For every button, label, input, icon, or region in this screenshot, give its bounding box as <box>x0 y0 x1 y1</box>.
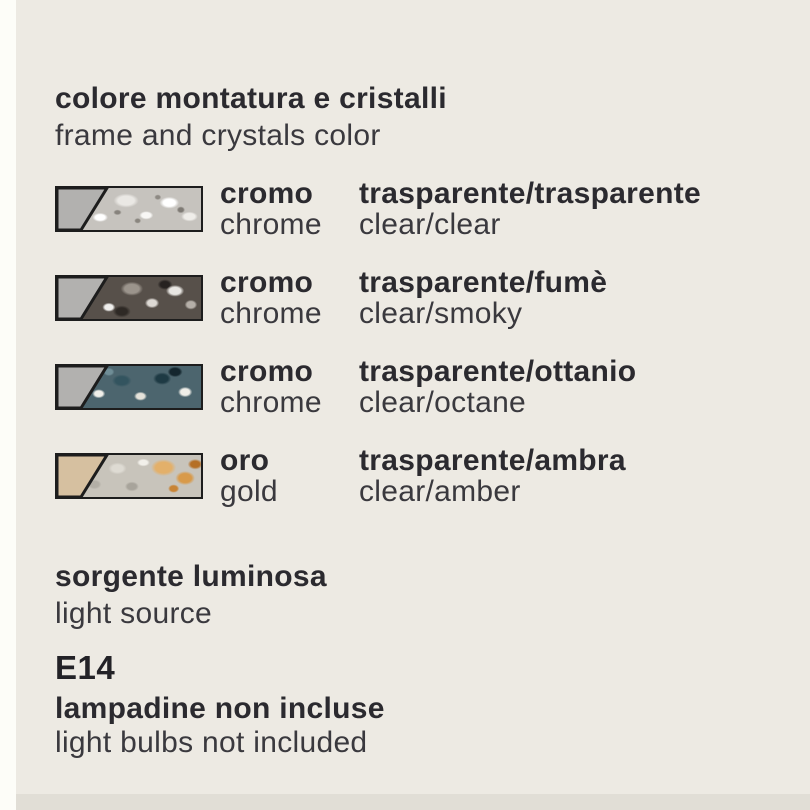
color-swatch-gold-amber <box>55 453 203 499</box>
frame-name-english: gold <box>220 475 278 508</box>
color-swatch-chrome-clear <box>55 186 203 232</box>
frame-color-shape <box>57 366 107 408</box>
page-left-margin-strip <box>0 0 16 810</box>
page-bottom-edge <box>16 794 810 810</box>
frame-name-italian: cromo <box>220 177 314 210</box>
colors-heading-english: frame and crystals color <box>55 119 381 152</box>
crystal-color-name <box>359 445 626 507</box>
crystal-name-english: clear/amber <box>359 475 521 508</box>
frame-name-english: chrome <box>220 297 322 330</box>
crystal-name-italian: trasparente/ambra <box>359 444 626 477</box>
frame-color-parallelogram-icon <box>57 455 201 497</box>
frame-color-name <box>220 445 278 507</box>
crystal-name-english: clear/smoky <box>359 297 523 330</box>
frame-color-shape <box>57 188 107 230</box>
light-source-heading <box>55 558 327 632</box>
frame-name-italian: cromo <box>220 355 314 388</box>
crystal-color-name <box>359 178 701 240</box>
color-swatch-chrome-octane <box>55 364 203 410</box>
frame-color-shape <box>57 277 107 319</box>
colors-heading-italian: colore montatura e cristalli <box>55 82 447 115</box>
frame-color-parallelogram-icon <box>57 188 201 230</box>
color-row <box>55 356 775 424</box>
crystal-name-italian: trasparente/ottanio <box>359 355 637 388</box>
crystal-color-name <box>359 356 636 418</box>
frame-color-shape <box>57 455 107 497</box>
frame-color-parallelogram-icon <box>57 277 201 319</box>
light-source-heading-italian: sorgente luminosa <box>55 560 327 593</box>
light-source-heading-english: light source <box>55 597 213 630</box>
color-swatch-chrome-smoky <box>55 275 203 321</box>
crystal-name-italian: trasparente/fumè <box>359 266 608 299</box>
crystal-color-name <box>359 267 607 329</box>
colors-section-heading <box>55 80 447 154</box>
color-row <box>55 178 775 246</box>
bulbs-note-english: light bulbs not included <box>55 726 368 759</box>
frame-name-italian: cromo <box>220 266 314 299</box>
frame-color-name <box>220 178 322 240</box>
frame-name-english: chrome <box>220 208 322 241</box>
crystal-name-english: clear/octane <box>359 386 527 419</box>
crystal-name-english: clear/clear <box>359 208 501 241</box>
color-row <box>55 445 775 513</box>
frame-color-name <box>220 356 322 418</box>
frame-name-english: chrome <box>220 386 322 419</box>
frame-color-name <box>220 267 322 329</box>
frame-color-parallelogram-icon <box>57 366 201 408</box>
socket-type: E14 <box>55 649 116 686</box>
bulbs-note-italian: lampadine non incluse <box>55 692 385 725</box>
color-row <box>55 267 775 335</box>
frame-name-italian: oro <box>220 444 270 477</box>
crystal-name-italian: trasparente/trasparente <box>359 177 702 210</box>
